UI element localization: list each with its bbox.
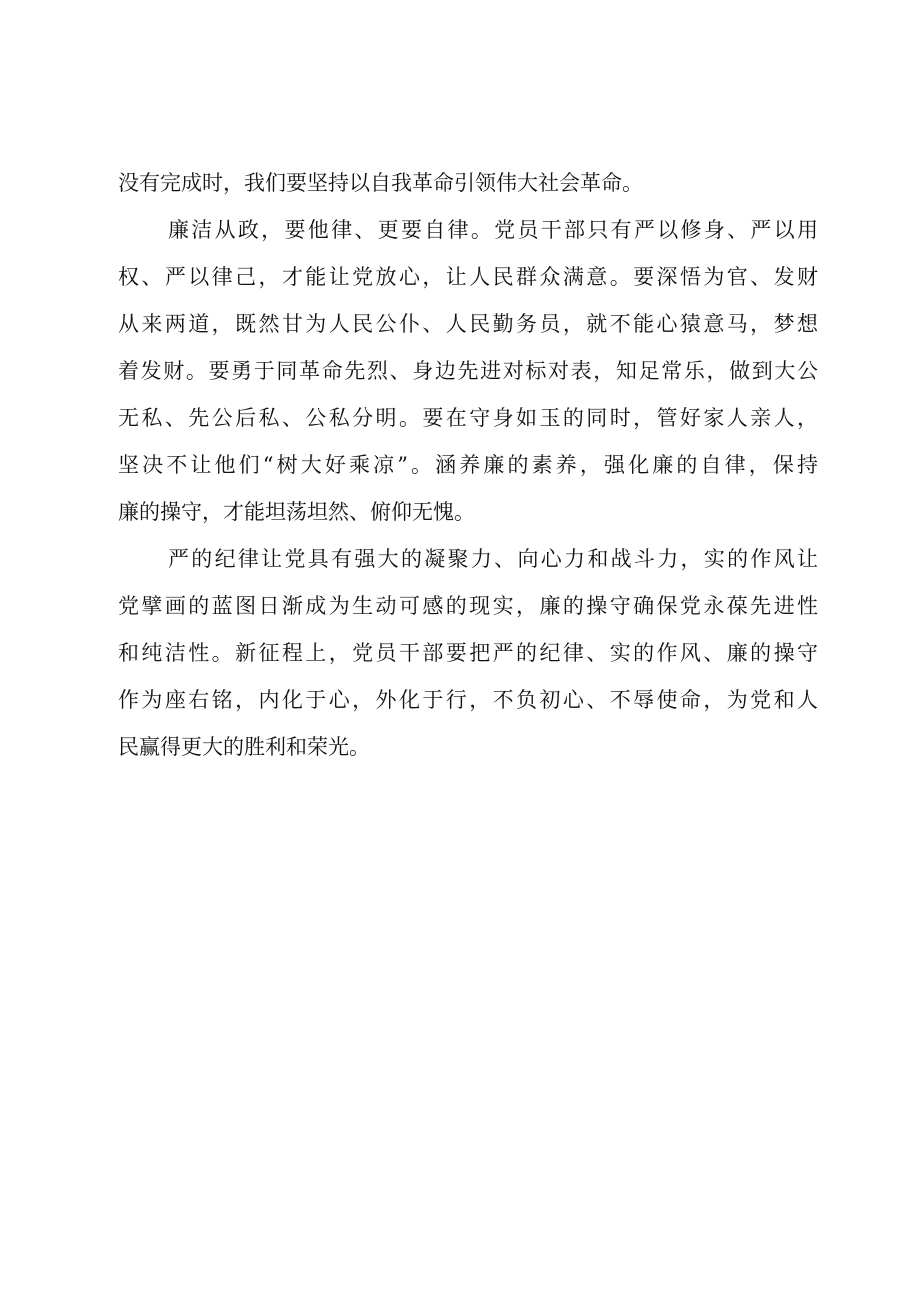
text-line: 和纯洁性。新征程上，党员干部要把严的纪律、实的作风、廉的操守 [118, 641, 818, 665]
text-line: 作为座右铭，内化于心，外化于行，不负初心、不辱使命，为党和人 [118, 688, 818, 712]
text-line: 坚决不让他们“树大好乘凉”。涵养廉的素养，强化廉的自律，保持 [118, 453, 818, 477]
text-line: 廉的操守，才能坦荡坦然、俯仰无愧。 [118, 500, 475, 524]
text-line: 无私、先公后私、公私分明。要在守身如玉的同时，管好家人亲人， [118, 406, 818, 430]
text-line: 从来两道，既然甘为人民公仆、人民勤务员，就不能心猿意马，梦想 [118, 312, 818, 336]
text-line: 着发财。要勇于同革命先烈、身边先进对标对表，知足常乐，做到大公 [118, 359, 818, 383]
paragraph-integrity [118, 207, 818, 536]
text-line: 没有完成时，我们要坚持以自我革命引领伟大社会革命。 [118, 171, 643, 195]
text-line: 廉洁从政，要他律、更要自律。党员干部只有严以修身、严以用 [168, 218, 818, 242]
text-line: 权、严以律己，才能让党放心，让人民群众满意。要深悟为官、发财 [118, 265, 818, 289]
paragraph-continuation [118, 160, 818, 207]
paragraph-conclusion [118, 536, 818, 771]
text-line: 民赢得更大的胜利和荣光。 [118, 735, 370, 759]
text-line: 党擘画的蓝图日渐成为生动可感的现实，廉的操守确保党永葆先进性 [118, 594, 818, 618]
document-body [118, 160, 818, 771]
text-line: 严的纪律让党具有强大的凝聚力、向心力和战斗力，实的作风让 [168, 547, 818, 571]
